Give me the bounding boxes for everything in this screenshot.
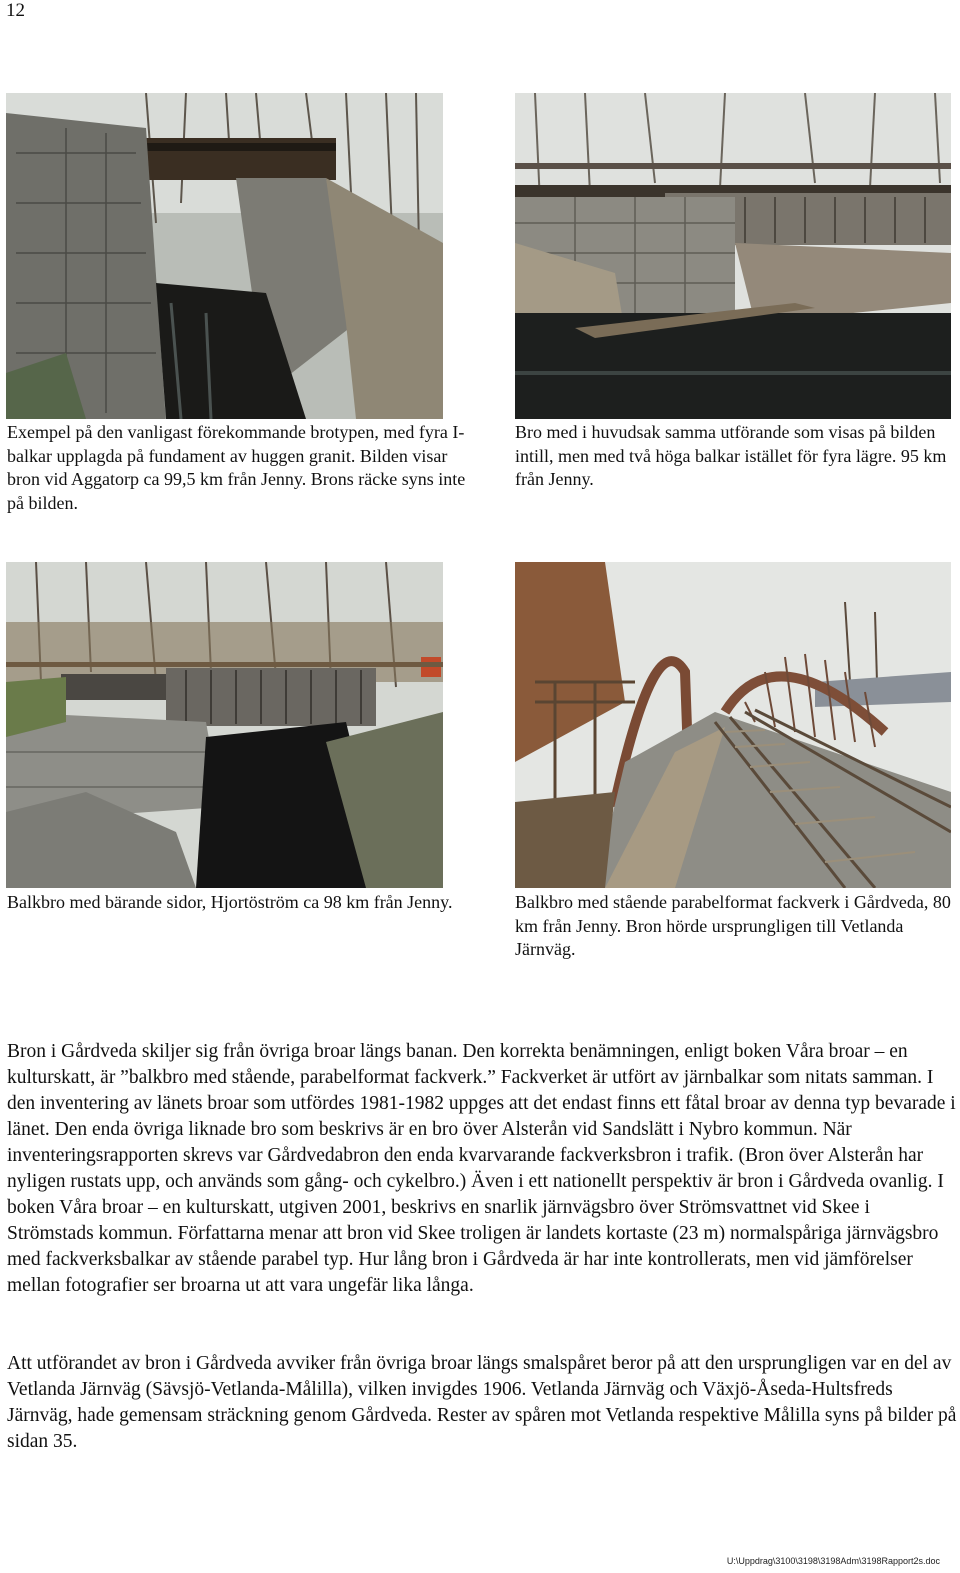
photo-gardveda-truss-bridge — [515, 562, 951, 888]
photo-two-beam-bridge — [515, 93, 951, 419]
body-paragraph-1: Bron i Gårdveda skiljer sig från övriga broar längs banan. Den korrekta benämningen, enligt boken Våra broar – en kulturskatt, är ”balkbro med stående, parabelformat fackverk.” Fackverket är utfört av järnbalkar som nitats samman. I den inventering av länets broar som utfördes 1981-1982 uppges att det endast finns ett fåtal broar av denna typ bevarade i länet. Den enda övriga liknade bro som beskrivs är en bro över Alsterån vid Sandslätt i Nybro kommun. När inventeringsrapporten skrevs var Gårdvedabron den enda kvarvarande fackverksbron i trafik. (Bron över Alsterån har nyligen rustats upp, och används som gång- och cykelbro.) Även i ett nationellt perspektiv är bron i Gårdveda ovanlig. I boken Våra broar – en kulturskatt, utgiven 2001, beskrivs en snarlik järnvägsbro över Strömsvattnet vid Skee i Strömstads kommun. Författarna menar att bron vid Skee troligen är landets kortaste (23 m) normalspåriga järnvägsbro med fackverksbalkar av stående parabel typ. Hur lång bron i Gårdveda är har inte kontrollerats, men vid jämförelser mellan fotografier ser broarna ut att vara ungefär lika långa. — [7, 1041, 956, 1296]
caption-two-beam-bridge: Bro med i huvudsak samma utförande som visas på bilden intill, men med två höga balkar istället för fyra lägre. 95 km från Jenny. — [515, 422, 947, 489]
footer-file-path: U:\Uppdrag\3100\3198\3198Adm\3198Rapport2s.doc — [726, 1556, 940, 1566]
caption-gardveda-truss-bridge: Balkbro med stående parabelformat fackverk i Gårdveda, 80 km från Jenny. Bron hörde ursprungligen till Vetlanda Järnväg. — [515, 892, 951, 959]
page-number: 12 — [6, 0, 25, 21]
caption-hjortostrom-bridge: Balkbro med bärande sidor, Hjortöström ca 98 km från Jenny. — [7, 892, 453, 912]
caption-aggatorp-bridge: Exempel på den vanligast förekommande brotypen, med fyra I-balkar upplagda på fundament av huggen granit. Bilden visar bron vid Aggatorp ca 99,5 km från Jenny. Brons räcke syns inte på bilden. — [7, 422, 466, 513]
photo-aggatorp-bridge — [6, 93, 443, 419]
photo-hjortostrom-bridge — [6, 562, 443, 888]
body-paragraph-2: Att utförandet av bron i Gårdveda avviker från övriga broar längs smalspåret beror på att den ursprungligen var en del av Vetlanda Järnväg (Sävsjö-Vetlanda-Målilla), vilken invigdes 1906. Vetlanda Järnväg och Växjö-Åseda-Hultsfreds Järnväg, hade gemensam sträckning genom Gårdveda. Rester av spåren mot Vetlanda respektive Målilla syns på bilder på sidan 35. — [7, 1353, 957, 1452]
